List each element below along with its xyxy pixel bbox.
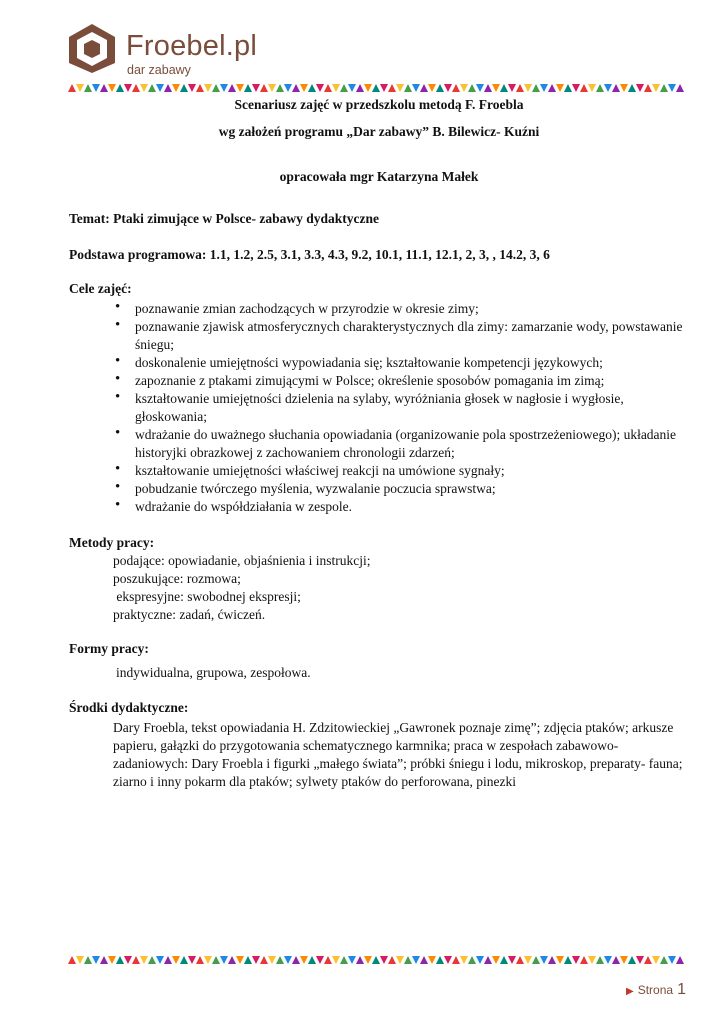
stripe-triangle bbox=[580, 84, 588, 92]
stripe-triangle bbox=[212, 84, 220, 92]
stripe-triangle bbox=[196, 84, 204, 92]
stripe-triangle bbox=[116, 84, 124, 92]
stripe-triangle bbox=[148, 956, 156, 964]
stripe-triangle bbox=[140, 956, 148, 964]
list-item: • kształtowanie umiejętności dzielenia na sylaby, wyróżniania głosek w nagłosie i wygłosie, głoskowania; bbox=[115, 390, 689, 426]
stripe-triangle bbox=[524, 956, 532, 964]
list-item: • poznawanie zjawisk atmosferycznych charakterystycznych dla zimy: zamarzanie wody, powstawanie śniegu; bbox=[115, 318, 689, 354]
goals-heading: Cele zajęć: bbox=[69, 281, 132, 296]
decorative-stripe-top bbox=[68, 84, 688, 92]
document-author: opracowała mgr Katarzyna Małek bbox=[279, 169, 479, 184]
stripe-triangle bbox=[500, 84, 508, 92]
stripe-triangle bbox=[452, 84, 460, 92]
stripe-triangle bbox=[284, 84, 292, 92]
stripe-triangle bbox=[660, 956, 668, 964]
stripe-triangle bbox=[396, 84, 404, 92]
stripe-triangle bbox=[180, 84, 188, 92]
stripe-triangle bbox=[468, 84, 476, 92]
stripe-triangle bbox=[324, 84, 332, 92]
stripe-triangle bbox=[428, 956, 436, 964]
stripe-triangle bbox=[636, 956, 644, 964]
stripe-triangle bbox=[484, 84, 492, 92]
list-item: podające: opowiadanie, objaśnienia i instrukcji; bbox=[113, 553, 371, 568]
stripe-triangle bbox=[244, 956, 252, 964]
stripe-triangle bbox=[476, 84, 484, 92]
stripe-triangle bbox=[316, 956, 324, 964]
stripe-triangle bbox=[276, 84, 284, 92]
page-label: Strona bbox=[637, 983, 674, 997]
stripe-triangle bbox=[212, 956, 220, 964]
froebel-logo bbox=[66, 22, 266, 82]
stripe-triangle bbox=[652, 84, 660, 92]
page-footer bbox=[626, 981, 686, 1001]
stripe-triangle bbox=[228, 84, 236, 92]
stripe-triangle bbox=[308, 956, 316, 964]
stripe-triangle bbox=[596, 956, 604, 964]
stripe-triangle bbox=[492, 956, 500, 964]
list-item: • wdrażanie do uważnego słuchania opowiadania (organizowanie pola spostrzeżeniowego); układanie historyjki obrazkowej z zachowaniem chronologii zdarzeń; bbox=[115, 426, 689, 462]
stripe-triangle bbox=[68, 84, 76, 92]
stripe-triangle bbox=[516, 84, 524, 92]
stripe-triangle bbox=[156, 84, 164, 92]
stripe-triangle bbox=[300, 956, 308, 964]
stripe-triangle bbox=[644, 84, 652, 92]
stripe-triangle bbox=[196, 956, 204, 964]
list-item: • doskonalenie umiejętności wypowiadania się; kształtowanie kompetencji językowych; bbox=[115, 354, 689, 372]
stripe-triangle bbox=[284, 956, 292, 964]
list-item: poszukujące: rozmowa; bbox=[113, 571, 241, 586]
stripe-triangle bbox=[92, 84, 100, 92]
stripe-triangle bbox=[396, 956, 404, 964]
stripe-triangle bbox=[204, 84, 212, 92]
stripe-triangle bbox=[276, 956, 284, 964]
stripe-triangle bbox=[260, 956, 268, 964]
stripe-triangle bbox=[420, 84, 428, 92]
stripe-triangle bbox=[620, 956, 628, 964]
decorative-stripe-bottom bbox=[68, 956, 688, 964]
stripe-triangle bbox=[340, 956, 348, 964]
list-item: • wdrażanie do współdziałania w zespole. bbox=[115, 498, 689, 516]
stripe-triangle bbox=[356, 956, 364, 964]
stripe-triangle bbox=[540, 956, 548, 964]
stripe-triangle bbox=[76, 956, 84, 964]
stripe-triangle bbox=[516, 956, 524, 964]
stripe-triangle bbox=[412, 84, 420, 92]
document-body bbox=[69, 96, 689, 791]
stripe-triangle bbox=[436, 956, 444, 964]
stripe-triangle bbox=[204, 956, 212, 964]
stripe-triangle bbox=[468, 956, 476, 964]
stripe-triangle bbox=[444, 956, 452, 964]
stripe-triangle bbox=[588, 956, 596, 964]
goals-list bbox=[115, 300, 689, 516]
stripe-triangle bbox=[220, 956, 228, 964]
means-text: Dary Froebla, tekst opowiadania H. Zdzitowieckiej „Gawronek poznaje zimę”; zdjęcia ptaków; arkusze papieru, gałązki do przygotowania schematycznego karmnika; praca w zespołach zabawowo- zadaniowych: Dary Froebla i figurki „małego świata”; próbki śniegu i lodu, mikroskop, preparaty- fauna; ziarno i inny pokarm dla ptaków; sylwety ptaków do perforowana, pinezki bbox=[113, 720, 683, 789]
stripe-triangle bbox=[156, 956, 164, 964]
stripe-triangle bbox=[620, 84, 628, 92]
stripe-triangle bbox=[676, 84, 684, 92]
stripe-triangle bbox=[476, 956, 484, 964]
stripe-triangle bbox=[668, 84, 676, 92]
forms-heading: Formy pracy: bbox=[69, 641, 149, 656]
stripe-triangle bbox=[228, 956, 236, 964]
stripe-triangle bbox=[332, 956, 340, 964]
document-title-line2: wg założeń programu „Dar zabawy” B. Bilewicz- Kuźni bbox=[218, 124, 540, 139]
brand-name: Froebel.pl bbox=[126, 30, 257, 62]
stripe-triangle bbox=[388, 956, 396, 964]
stripe-triangle bbox=[436, 84, 444, 92]
stripe-triangle bbox=[364, 84, 372, 92]
stripe-triangle bbox=[652, 956, 660, 964]
stripe-triangle bbox=[588, 84, 596, 92]
methods-heading: Metody pracy: bbox=[69, 535, 155, 550]
stripe-triangle bbox=[628, 956, 636, 964]
stripe-triangle bbox=[164, 956, 172, 964]
stripe-triangle bbox=[356, 84, 364, 92]
stripe-triangle bbox=[636, 84, 644, 92]
stripe-triangle bbox=[340, 84, 348, 92]
stripe-triangle bbox=[236, 84, 244, 92]
stripe-triangle bbox=[236, 956, 244, 964]
stripe-triangle bbox=[100, 956, 108, 964]
list-item: • zapoznanie z ptakami zimującymi w Polsce; określenie sposobów pomagania im zimą; bbox=[115, 372, 689, 390]
arrow-right-icon: ▶ bbox=[626, 986, 634, 997]
stripe-triangle bbox=[580, 956, 588, 964]
stripe-triangle bbox=[252, 956, 260, 964]
stripe-triangle bbox=[564, 84, 572, 92]
list-item: ekspresyjne: swobodnej ekspresji; bbox=[113, 589, 301, 604]
stripe-triangle bbox=[252, 84, 260, 92]
stripe-triangle bbox=[604, 84, 612, 92]
list-item: • pobudzanie twórczego myślenia, wyzwalanie poczucia sprawstwa; bbox=[115, 480, 689, 498]
stripe-triangle bbox=[316, 84, 324, 92]
stripe-triangle bbox=[412, 956, 420, 964]
stripe-triangle bbox=[604, 956, 612, 964]
stripe-triangle bbox=[572, 84, 580, 92]
stripe-triangle bbox=[292, 956, 300, 964]
stripe-triangle bbox=[220, 84, 228, 92]
stripe-triangle bbox=[132, 84, 140, 92]
stripe-triangle bbox=[148, 84, 156, 92]
stripe-triangle bbox=[348, 956, 356, 964]
house-cube-icon bbox=[66, 22, 118, 74]
stripe-triangle bbox=[612, 956, 620, 964]
stripe-triangle bbox=[188, 84, 196, 92]
stripe-triangle bbox=[260, 84, 268, 92]
stripe-triangle bbox=[532, 84, 540, 92]
stripe-triangle bbox=[180, 956, 188, 964]
stripe-triangle bbox=[452, 956, 460, 964]
stripe-triangle bbox=[428, 84, 436, 92]
stripe-triangle bbox=[140, 84, 148, 92]
stripe-triangle bbox=[348, 84, 356, 92]
means-heading: Środki dydaktyczne: bbox=[69, 700, 189, 715]
stripe-triangle bbox=[556, 84, 564, 92]
stripe-triangle bbox=[84, 84, 92, 92]
stripe-triangle bbox=[188, 956, 196, 964]
stripe-triangle bbox=[508, 956, 516, 964]
stripe-triangle bbox=[548, 84, 556, 92]
stripe-triangle bbox=[388, 84, 396, 92]
stripe-triangle bbox=[268, 956, 276, 964]
list-item: • kształtowanie umiejętności właściwej reakcji na umówione sygnały; bbox=[115, 462, 689, 480]
stripe-triangle bbox=[132, 956, 140, 964]
stripe-triangle bbox=[84, 956, 92, 964]
stripe-triangle bbox=[668, 956, 676, 964]
brand-tagline: dar zabawy bbox=[127, 63, 191, 77]
stripe-triangle bbox=[172, 84, 180, 92]
stripe-triangle bbox=[76, 84, 84, 92]
program-basis: Podstawa programowa: 1.1, 1.2, 2.5, 3.1, 3.3, 4.3, 9.2, 10.1, 11.1, 12.1, 2, 3, , 14.2, 3, 6 bbox=[69, 247, 550, 262]
stripe-triangle bbox=[492, 84, 500, 92]
stripe-triangle bbox=[420, 956, 428, 964]
stripe-triangle bbox=[92, 956, 100, 964]
stripe-triangle bbox=[116, 956, 124, 964]
stripe-triangle bbox=[324, 956, 332, 964]
stripe-triangle bbox=[108, 956, 116, 964]
stripe-triangle bbox=[124, 84, 132, 92]
stripe-triangle bbox=[380, 84, 388, 92]
stripe-triangle bbox=[308, 84, 316, 92]
stripe-triangle bbox=[100, 84, 108, 92]
stripe-triangle bbox=[564, 956, 572, 964]
stripe-triangle bbox=[596, 84, 604, 92]
list-item: • poznawanie zmian zachodzących w przyrodzie w okresie zimy; bbox=[115, 300, 689, 318]
stripe-triangle bbox=[372, 956, 380, 964]
stripe-triangle bbox=[380, 956, 388, 964]
stripe-triangle bbox=[460, 956, 468, 964]
stripe-triangle bbox=[332, 84, 340, 92]
stripe-triangle bbox=[268, 84, 276, 92]
stripe-triangle bbox=[68, 956, 76, 964]
stripe-triangle bbox=[244, 84, 252, 92]
stripe-triangle bbox=[444, 84, 452, 92]
stripe-triangle bbox=[508, 84, 516, 92]
methods-list bbox=[113, 552, 689, 624]
stripe-triangle bbox=[660, 84, 668, 92]
document-title-line1: Scenariusz zajęć w przedszkolu metodą F. Froebla bbox=[234, 97, 524, 112]
stripe-triangle bbox=[572, 956, 580, 964]
lesson-topic: Temat: Ptaki zimujące w Polsce- zabawy dydaktyczne bbox=[69, 211, 379, 226]
stripe-triangle bbox=[644, 956, 652, 964]
stripe-triangle bbox=[548, 956, 556, 964]
stripe-triangle bbox=[556, 956, 564, 964]
stripe-triangle bbox=[292, 84, 300, 92]
stripe-triangle bbox=[676, 956, 684, 964]
stripe-triangle bbox=[484, 956, 492, 964]
forms-text: indywidualna, grupowa, zespołowa. bbox=[116, 665, 311, 680]
stripe-triangle bbox=[612, 84, 620, 92]
stripe-triangle bbox=[532, 956, 540, 964]
stripe-triangle bbox=[164, 84, 172, 92]
stripe-triangle bbox=[300, 84, 308, 92]
stripe-triangle bbox=[404, 84, 412, 92]
list-item: praktyczne: zadań, ćwiczeń. bbox=[113, 607, 266, 622]
stripe-triangle bbox=[628, 84, 636, 92]
page-number: 1 bbox=[677, 981, 686, 998]
stripe-triangle bbox=[540, 84, 548, 92]
stripe-triangle bbox=[460, 84, 468, 92]
stripe-triangle bbox=[108, 84, 116, 92]
stripe-triangle bbox=[124, 956, 132, 964]
stripe-triangle bbox=[172, 956, 180, 964]
stripe-triangle bbox=[500, 956, 508, 964]
stripe-triangle bbox=[372, 84, 380, 92]
stripe-triangle bbox=[404, 956, 412, 964]
stripe-triangle bbox=[364, 956, 372, 964]
stripe-triangle bbox=[524, 84, 532, 92]
